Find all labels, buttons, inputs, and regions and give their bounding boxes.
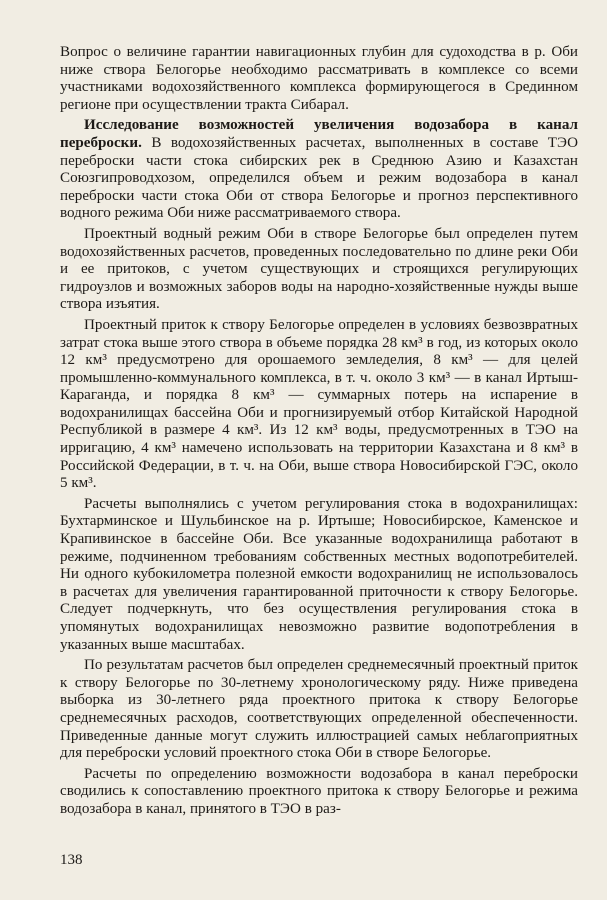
paragraph-1-text: Вопрос о величине гарантии навигационных глубин для судоходства в р. Оби ниже створа Белогорье необходимо рассматривать в комплексе со всеми участниками водохозяйственного комплекса формирующегося в Срединном регионе при осуществлении тракта Сибарал. <box>60 44 578 113</box>
paragraph-5 <box>60 496 578 654</box>
page-number: 138 <box>60 852 83 868</box>
body-text <box>60 44 578 822</box>
paragraph-1 <box>60 44 578 114</box>
paragraph-2-text: В водохозяйственных расчетах, выполненных в составе ТЭО переброски части стока сибирских рек в Среднюю Азию и Казахстан Союзгипроводхозом, определился объем и режим водозабора в канал переброски части стока Оби от створа Белогорье и прогноз перспективного водного режима Оби ниже рассматриваемого створа. <box>60 134 578 222</box>
paragraph-4-text: Проектный приток к створу Белогорье определен в условиях безвозвратных затрат стока выше этого створа в объеме порядка 28 км³ в год, из которых около 12 км³ предусмотрено для орошаемого земледелия, 8 км³ — для целей промышленно-коммунального комплекса, в т. ч. около 3 км³ — в канал Иртыш-Караганда, и порядка 8 км³ — суммарных потерь на испарение в водохранилищах бассейна Оби и прогнизируемый отбор Китайской Народной Республикой в размере 4 км³. Из 12 км³ воды, предусмотренных в ТЭО на ирригацию, 4 км³ намечено использовать на территории Казахстана и 8 км³ в Российской Федерации, в т. ч. на Оби, выше створа Новосибирской ГЭС, около 5 км³. <box>60 316 578 492</box>
paragraph-7 <box>60 766 578 819</box>
paragraph-4 <box>60 317 578 493</box>
paragraph-5-text: Расчеты выполнялись с учетом регулирования стока в водохранилищах: Бухтарминское и Шульбинское на р. Иртыше; Новосибирское, Каменское и Крапивинское в бассейне Оби. Все указанные водохранилища работают в режиме, подчиненном требованиям собственных местных водопотребителей. Ни одного кубокилометра полезной емкости водохранилищ не использовалось в расчетах для увеличения гарантированной приточности к створу Белогорье. Следует подчеркнуть, что без осуществления регулирования стока в упомянутых водохранилищах невозможно развитие водопотребления в указанных выше масштабах. <box>60 495 578 653</box>
paragraph-6-text: По результатам расчетов был определен среднемесячный проектный приток к створу Белогорье по 30-летнему хронологическому ряду. Ниже приведена выборка из 30-летнего ряда проектного притока к створу Белогорье среднемесячных расходов, соответствующих определенной обеспеченности. Приведенные данные могут служить иллюстрацией самых неблагоприятных для переброски условий проектного стока Оби в створе Белогорье. <box>60 657 578 762</box>
section-heading: Исследование возможностей увеличения водозабора в канал переброски. <box>60 117 578 151</box>
paragraph-3 <box>60 226 578 314</box>
paragraph-2 <box>60 117 578 223</box>
paragraph-3-text: Проектный водный режим Оби в створе Белогорье был определен путем водохозяйственных расчетов, проведенных последовательно по длине реки Оби и ее притоков, с учетом существующих и строящихся регулирующих гидроузлов и возможных заборов воды на народно-хозяйственные нужды выше створа изъятия. <box>60 225 578 313</box>
paragraph-6 <box>60 657 578 763</box>
paragraph-7-text: Расчеты по определению возможности водозабора в канал переброски сводились к сопоставлению проектного притока к створу Белогорье и режима водозабора в канал, принятого в ТЭО в раз- <box>60 765 578 817</box>
